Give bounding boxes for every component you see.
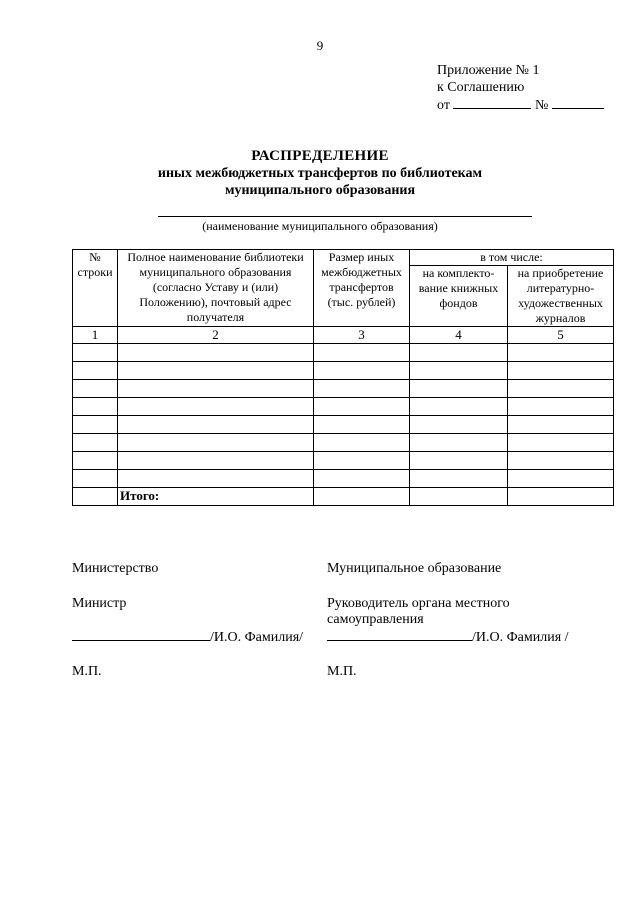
table-row (73, 344, 614, 362)
total-row (73, 488, 614, 506)
header-row-number: № строки (73, 250, 118, 327)
annex-block (437, 62, 604, 114)
right-stamp: М.П. (327, 664, 357, 679)
left-stamp: М.П. (72, 664, 102, 679)
column-numbers-row (73, 327, 614, 344)
distribution-table (72, 249, 614, 506)
left-signature-blank (72, 628, 210, 641)
left-signature-line (72, 628, 303, 646)
title-line-2: иных межбюджетных трансфертов по библиотекам (157, 166, 483, 181)
annex-line-3 (437, 96, 604, 114)
title-line-1: РАСПРЕДЕЛЕНИЕ (251, 148, 389, 164)
annex-number-blank (552, 96, 604, 109)
header-transfer-amount: Размер иных межбюджетных трансфертов (тыс. рублей) (314, 250, 410, 327)
annex-date-blank (453, 96, 531, 109)
municipality-name-line (158, 216, 532, 217)
right-signature-blank (327, 628, 472, 641)
table-row (73, 470, 614, 488)
page-number: 9 (316, 38, 324, 53)
left-signatory-name: /И.О. Фамилия/ (210, 630, 304, 645)
header-including: в том числе: (410, 250, 614, 266)
table-row (73, 398, 614, 416)
table-row (73, 452, 614, 470)
right-role-line-2: самоуправления (327, 612, 424, 627)
document-title (120, 148, 520, 199)
right-role-line-1: Руководитель органа местного (327, 596, 510, 611)
annex-line-1: Приложение № 1 (437, 63, 540, 78)
municipality-caption: (наименование муниципального образования) (202, 219, 438, 233)
title-line-3: муниципального образования (224, 183, 416, 198)
table-row (73, 434, 614, 452)
right-org: Муниципальное образование (327, 561, 502, 576)
column-number: 1 (73, 327, 118, 344)
right-signatory-name: /И.О. Фамилия / (472, 630, 569, 645)
table-row (73, 380, 614, 398)
table-row (73, 362, 614, 380)
header-journals: на приобретение литературно- художественных журналов (508, 266, 614, 327)
table-row (73, 416, 614, 434)
annex-date-prefix: от (437, 98, 450, 113)
left-role: Министр (72, 596, 127, 611)
annex-line-2: к Соглашению (437, 80, 525, 95)
annex-number-sign: № (534, 98, 549, 113)
right-signature-line (327, 628, 569, 646)
header-library-name: Полное наименование библиотеки муниципального образования (согласно Уставу и (или) Положению), почтовый адрес получателя (118, 250, 314, 327)
table-header-row-1 (73, 250, 614, 266)
left-org: Министерство (72, 561, 159, 576)
column-number: 5 (508, 327, 614, 344)
header-book-funds: на комплекто- вание книжных фондов (410, 266, 508, 327)
column-number: 2 (118, 327, 314, 344)
total-label: Итого: (118, 488, 314, 506)
column-number: 3 (314, 327, 410, 344)
column-number: 4 (410, 327, 508, 344)
